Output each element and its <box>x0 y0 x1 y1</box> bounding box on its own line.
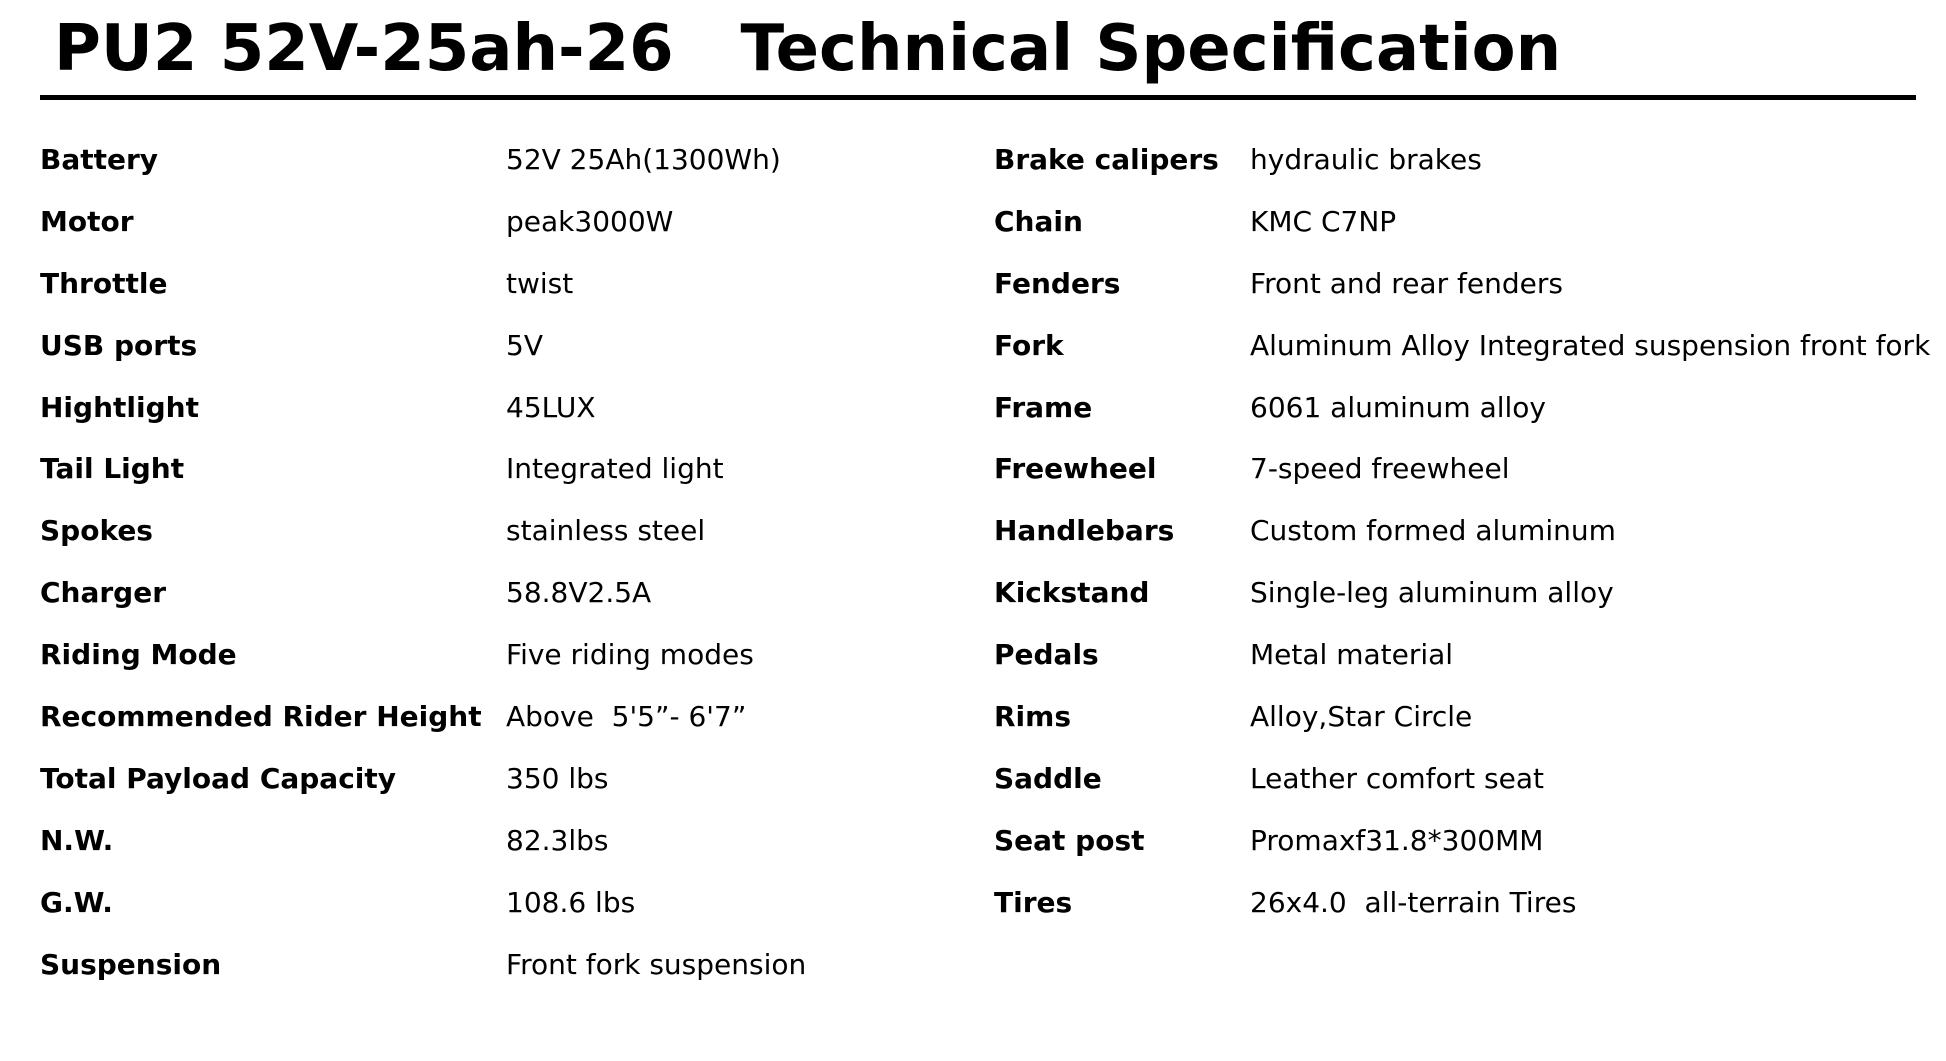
spec-value: 350 lbs <box>506 761 609 795</box>
spec-table <box>40 134 1931 1000</box>
spec-value: hydraulic brakes <box>1250 143 1482 176</box>
spec-row-rider-height <box>40 691 1920 753</box>
spec-value: Promaxf31.8*300MM <box>1250 823 1544 857</box>
spec-label: Suspension <box>40 947 222 981</box>
spec-value: Aluminum Alloy Integrated suspension front fork <box>1250 328 1931 362</box>
spec-label: Total Payload Capacity <box>40 761 397 795</box>
spec-label: USB ports <box>40 328 198 362</box>
spec-value: Integrated light <box>506 452 724 486</box>
spec-value: 108.6 lbs <box>506 885 636 919</box>
spec-row-net-weight <box>40 815 1920 877</box>
spec-value: KMC C7NP <box>1250 204 1397 238</box>
spec-label: G.W. <box>40 885 113 919</box>
spec-label: Chain <box>994 204 1083 238</box>
spec-label: Battery <box>40 143 159 176</box>
spec-row-throttle <box>40 258 1920 320</box>
spec-label: Hightlight <box>40 390 199 424</box>
spec-label: Fenders <box>994 266 1121 300</box>
spec-row-payload <box>40 753 1920 815</box>
spec-value: twist <box>506 266 574 300</box>
spec-label: Charger <box>40 576 167 610</box>
spec-label: Tires <box>994 885 1073 919</box>
spec-value: Above 5'5”- 6'7” <box>506 700 747 734</box>
spec-label: Frame <box>994 390 1093 424</box>
spec-label: Freewheel <box>994 452 1157 486</box>
spec-row-spokes <box>40 505 1920 567</box>
spec-value: Single-leg aluminum alloy <box>1250 576 1614 610</box>
spec-value: 82.3lbs <box>506 823 609 857</box>
spec-label: Seat post <box>994 823 1145 857</box>
spec-label: Recommended Rider Height <box>40 700 482 734</box>
spec-row-riding-mode <box>40 629 1920 691</box>
spec-value: 45LUX <box>506 390 596 424</box>
spec-label: Brake calipers <box>994 143 1219 176</box>
spec-value: Five riding modes <box>506 638 754 672</box>
page-title: PU2 52V-25ah-26 Technical Specification <box>54 12 1562 86</box>
spec-value: 58.8V2.5A <box>506 576 652 610</box>
spec-value: Front and rear fenders <box>1250 266 1563 300</box>
spec-label: N.W. <box>40 823 114 857</box>
spec-label: Saddle <box>994 761 1102 795</box>
spec-value: Leather comfort seat <box>1250 761 1544 795</box>
spec-label: Tail Light <box>40 452 185 486</box>
spec-row-gross-weight <box>40 877 1920 939</box>
spec-label: Motor <box>40 204 134 238</box>
spec-row-suspension <box>40 939 1920 1001</box>
spec-value: 6061 aluminum alloy <box>1250 390 1546 424</box>
spec-value: stainless steel <box>506 514 706 548</box>
spec-row-usb-ports <box>40 320 1931 382</box>
spec-row-motor <box>40 196 1920 258</box>
spec-label: Pedals <box>994 638 1099 672</box>
spec-label: Rims <box>994 700 1071 734</box>
spec-row-tail-light <box>40 443 1920 505</box>
spec-value: Metal material <box>1250 638 1454 672</box>
spec-row-hightlight <box>40 382 1920 444</box>
spec-label: Fork <box>994 328 1064 362</box>
spec-value: 52V 25Ah(1300Wh) <box>506 143 781 176</box>
spec-value: Custom formed aluminum <box>1250 514 1616 548</box>
title-divider <box>40 95 1916 100</box>
spec-value: 7-speed freewheel <box>1250 452 1510 486</box>
spec-value: 5V <box>506 328 543 362</box>
spec-value: Front fork suspension <box>506 947 807 981</box>
spec-label: Riding Mode <box>40 638 237 672</box>
spec-value: peak3000W <box>506 204 674 238</box>
spec-label: Throttle <box>40 266 168 300</box>
spec-value: Alloy,Star Circle <box>1250 700 1473 734</box>
spec-label: Kickstand <box>994 576 1150 610</box>
spec-row-battery <box>40 134 1920 196</box>
spec-row-charger <box>40 567 1920 629</box>
spec-label: Spokes <box>40 514 153 548</box>
spec-value: 26x4.0 all-terrain Tires <box>1250 885 1577 919</box>
spec-label: Handlebars <box>994 514 1175 548</box>
